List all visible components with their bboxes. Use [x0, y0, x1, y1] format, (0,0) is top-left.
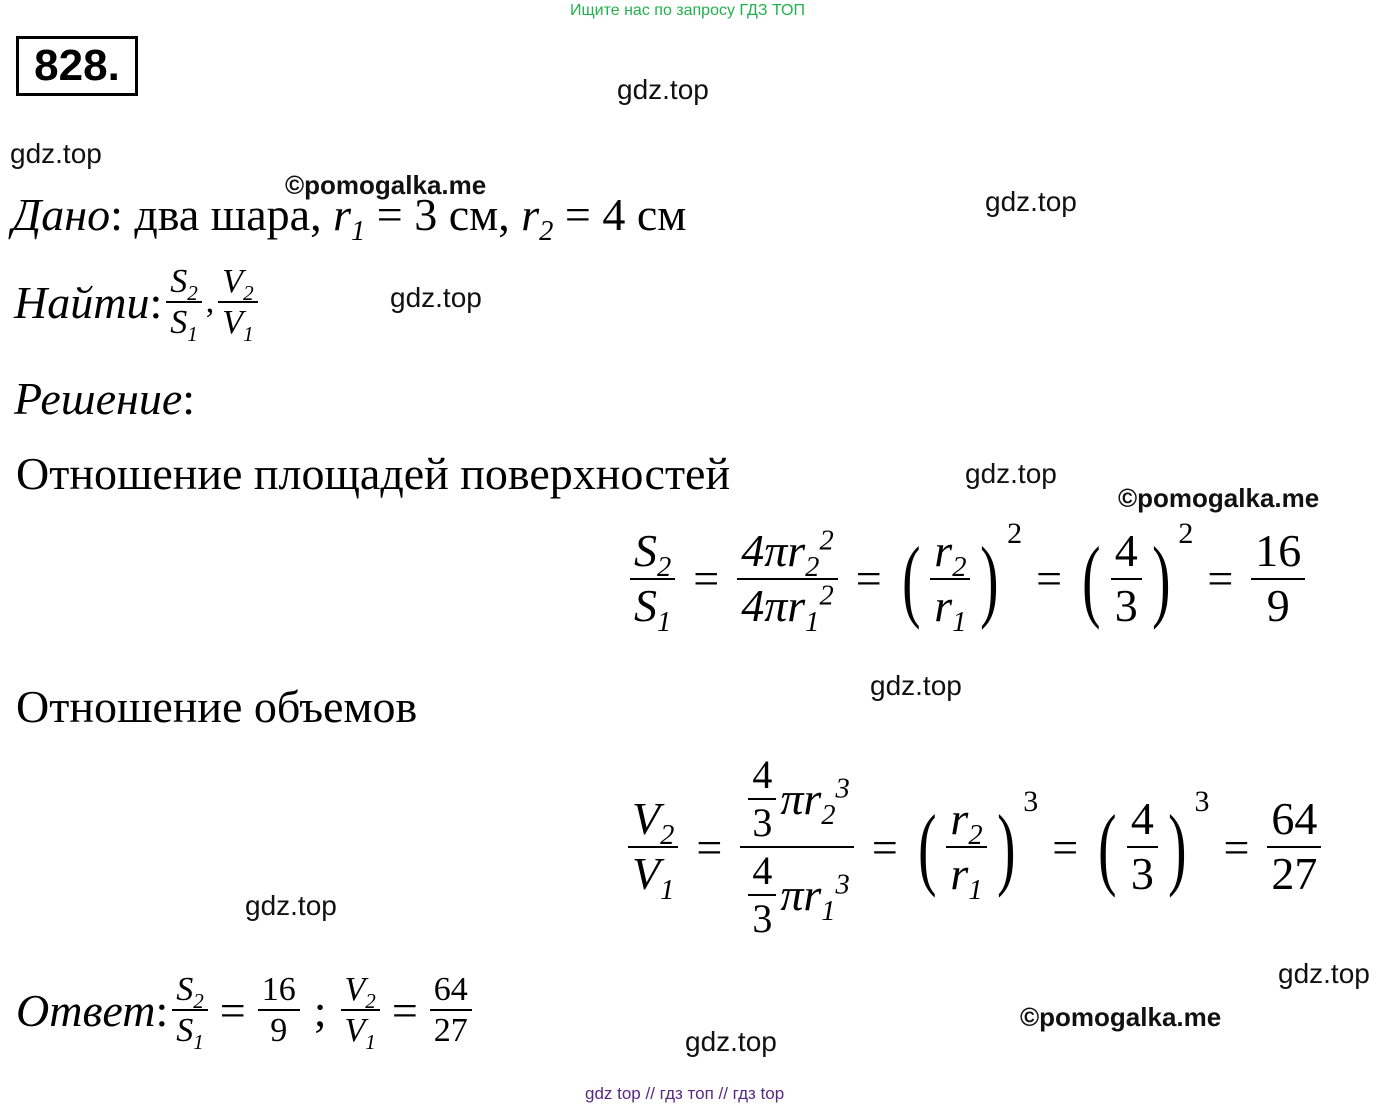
watermark-pomogalka: ©pomogalka.me: [1118, 483, 1320, 513]
answer-s-value: $\frac{16}{9}$: [258, 970, 300, 1050]
volume-heading: Отношение объемов: [16, 681, 418, 732]
find-v-ratio: $\frac{V_2}{V_1}$: [218, 262, 257, 342]
volume-equation: $\frac{V_2}{V_1}$ = $\frac{4}{3}$ $\pi r_2^3$ $\frac{4}{3}$ $\pi r_1^3$ = ( $\frac{r_2}{r_1}$ ) 3 = ( $\frac{4}{3}$ ) 3 = $\frac{64}{27}$: [624, 752, 1325, 942]
watermark-gdz: gdz.top: [870, 670, 962, 701]
watermark-gdz: gdz.top: [245, 890, 337, 921]
r2-value: = 4 см: [564, 189, 687, 240]
footer-links: gdz top // гдз топ // гдз top: [585, 1084, 785, 1103]
find-label: Найти: [14, 276, 150, 328]
answer-label: Ответ: [16, 984, 156, 1036]
given-label: Дано: [12, 189, 111, 240]
watermark-gdz: gdz.top: [965, 458, 1057, 489]
watermark-gdz: gdz.top: [685, 1026, 777, 1057]
given-line: Дано : два шара, $r_1$ = 3 см, $r_2$ = 4 см: [12, 189, 687, 248]
v-ratio: $\frac{V_2}{V_1}$: [628, 793, 678, 901]
surface-result: $\frac{16}{9}$: [1251, 525, 1305, 633]
watermark-pomogalka: ©pomogalka.me: [285, 170, 487, 200]
watermark-gdz: gdz.top: [10, 138, 102, 169]
watermark-pomogalka: ©pomogalka.me: [1020, 1002, 1222, 1032]
watermark-gdz: gdz.top: [1278, 958, 1370, 989]
solution-label: Решение: [14, 373, 183, 424]
surface-heading: Отношение площадей поверхностей: [16, 448, 731, 499]
r2-symbol: $r_2$: [521, 189, 554, 248]
given-text: два шара,: [134, 189, 322, 240]
s-ratio: $\frac{S_2}{S_1}$: [630, 525, 675, 633]
surface-equation: $\frac{S_2}{S_1}$ = $\frac{4\pi r_2^2}{4\pi r_1^2}$ = ( $\frac{r_2}{r_1}$ ) 2 = ( $\frac{4}{3}$ ) 2 = $\frac{16}{9}$: [626, 525, 1309, 633]
watermark-gdz: gdz.top: [985, 186, 1077, 217]
watermark-gdz: gdz.top: [617, 74, 709, 105]
find-line: Найти : $\frac{S_2}{S_1}$ , $\frac{V_2}{V_1}$: [14, 262, 262, 342]
watermark-gdz: gdz.top: [390, 282, 482, 313]
problem-number: 828.: [16, 36, 138, 96]
top-banner: Ищите нас по запросу ГДЗ ТОП: [570, 2, 805, 19]
answer-v-value: $\frac{64}{27}$: [430, 970, 472, 1050]
solution-label-line: Решение :: [14, 373, 196, 424]
find-s-ratio: $\frac{S_2}{S_1}$: [166, 262, 202, 342]
r1-symbol: $r_1$: [333, 189, 366, 248]
volume-result: $\frac{64}{27}$: [1267, 793, 1321, 901]
volume-formula-fraction: $\frac{4}{3}$ $\pi r_2^3$ $\frac{4}{3}$ $\pi r_1^3$: [740, 752, 853, 942]
answer-line: Ответ : $\frac{S_2}{S_1}$ = $\frac{16}{9}$ ; $\frac{V_2}{V_1}$ = $\frac{64}{27}$: [16, 970, 476, 1050]
r1-value: = 3 см,: [376, 189, 510, 240]
surface-formula-fraction: $\frac{4\pi r_2^2}{4\pi r_1^2}$: [737, 525, 837, 633]
